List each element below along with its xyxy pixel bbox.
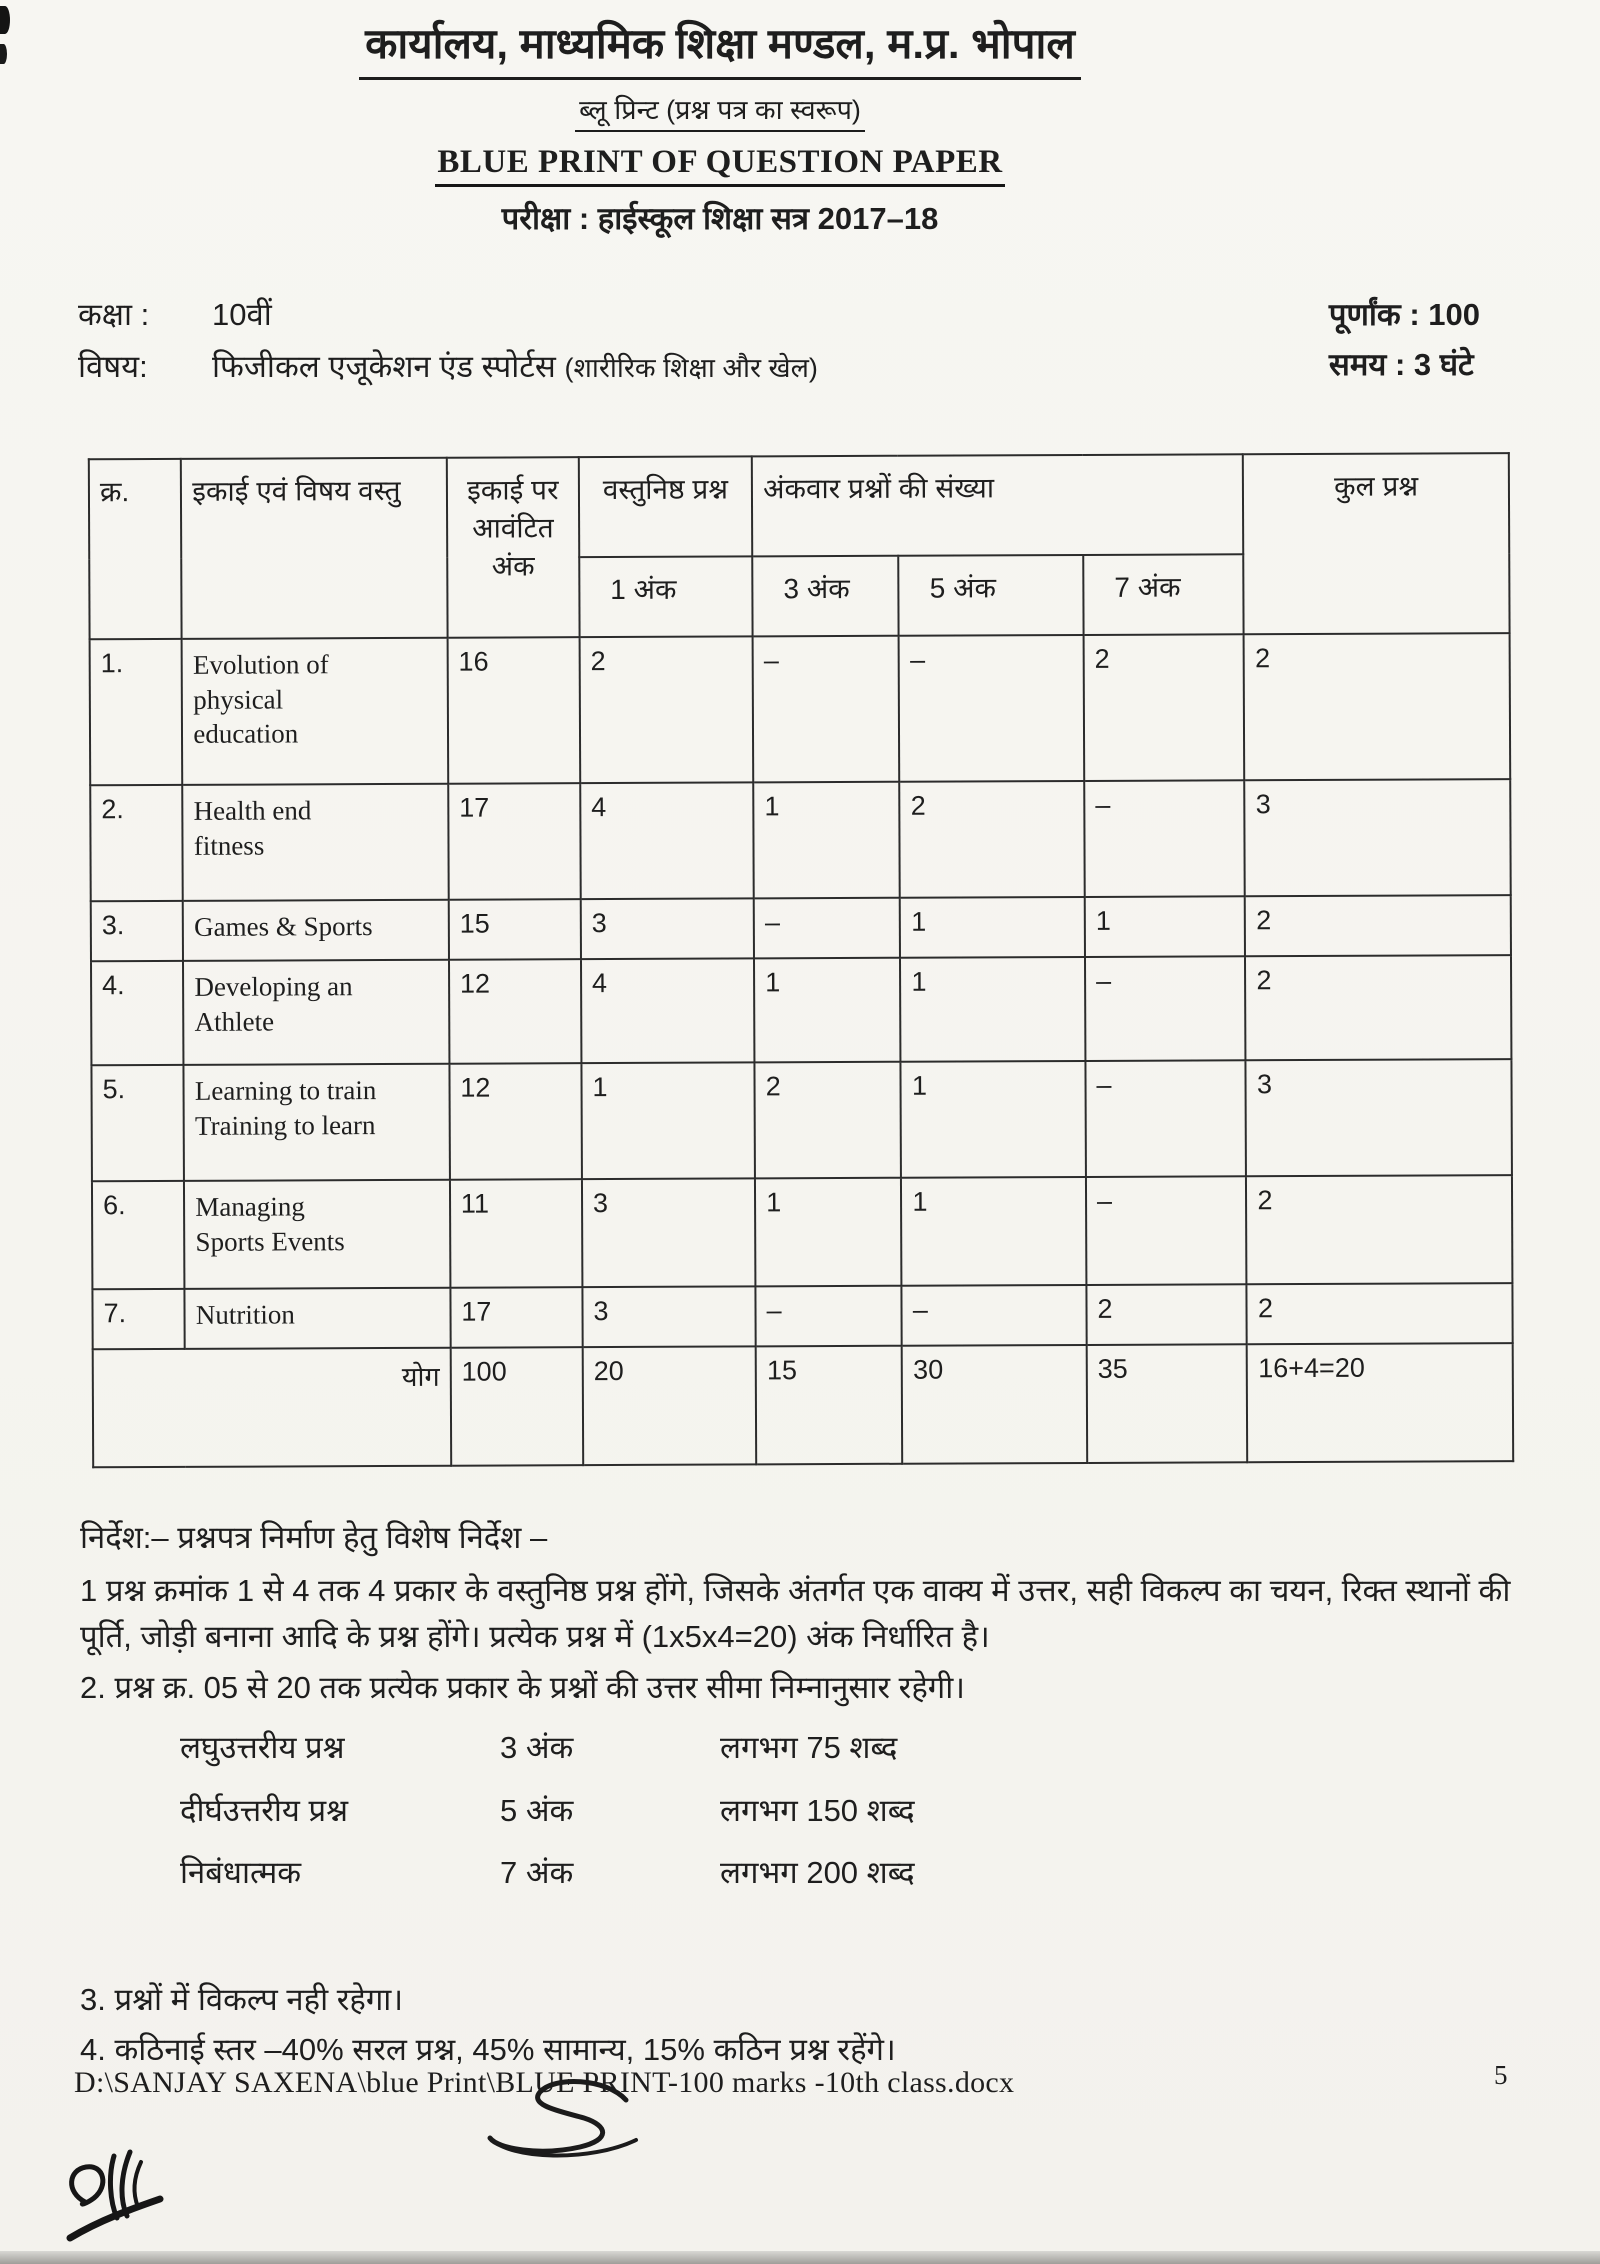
scan-edge-shadow (0, 2251, 1600, 2264)
total-label: योग (93, 1348, 451, 1468)
header-objective: वस्तुनिष्ठ प्रश्न (579, 456, 753, 557)
cell-total: 2 (1245, 955, 1511, 1060)
scan-artifact-mark (0, 44, 7, 64)
cell-5mark: 1 (900, 897, 1085, 958)
cell-7mark: 2 (1086, 1284, 1247, 1345)
cell-unit: Managing Sports Events (184, 1180, 450, 1289)
instructions-heading: निर्देश:– प्रश्नपत्र निर्माण हेतु विशेष निर्देश – (80, 1520, 548, 1555)
word-count: लगभग 75 शब्द (720, 1730, 898, 1765)
time-allowed: समय : 3 घंटे (1328, 347, 1474, 382)
cell-total: 2 (1246, 1175, 1512, 1284)
cell-total: 3 (1245, 779, 1511, 896)
header-unit-marks: इकाई पर आवंटित अंक (447, 457, 580, 638)
cell-7mark: – (1084, 780, 1245, 897)
word-limit-row (180, 1780, 1530, 1843)
total-questions: 16+4=20 (1247, 1343, 1513, 1462)
question-marks: 7 अंक (500, 1855, 574, 1890)
cell-serial: 5. (91, 1065, 184, 1181)
cell-unit-marks: 16 (447, 637, 580, 784)
table-row (92, 1283, 1512, 1349)
header-7-mark: 7 अंक (1083, 554, 1244, 635)
exam-session-line: परीक्षा : हाईस्कूल शिक्षा सत्र 2017–18 (501, 201, 939, 236)
question-marks: 5 अंक (500, 1792, 574, 1828)
cell-total: 2 (1244, 633, 1510, 780)
cell-total: 3 (1246, 1059, 1512, 1176)
header-total: कुल प्रश्न (1243, 453, 1509, 634)
page-number: 5 (1494, 2060, 1508, 2090)
subject-value: फिजीकल एजूकेशन एंड स्पोर्टस (शारीरिक शिक्षा और खेल) (212, 349, 818, 384)
subject-label: विषय: (78, 349, 148, 384)
max-marks: पूर्णांक : 100 (1328, 297, 1480, 332)
header-3-mark: 3 अंक (752, 556, 899, 637)
blueprint-table (88, 452, 1514, 1468)
cell-unit-marks: 12 (449, 959, 581, 1064)
cell-7mark: – (1085, 1060, 1246, 1177)
table-row (91, 895, 1511, 961)
cell-3mark: 1 (753, 782, 900, 899)
cell-5mark: – (902, 1285, 1087, 1346)
word-limits-list (180, 1717, 1530, 1905)
signature-icon (58, 2146, 173, 2251)
word-count: लगभग 200 शब्द (720, 1855, 915, 1890)
cell-serial: 7. (92, 1289, 185, 1349)
cell-3mark: 2 (755, 1062, 902, 1179)
footer-file-path: D:\SANJAY SAXENA\blue Print\BLUE PRINT-100 marks -10th class.docx (74, 2066, 1015, 2099)
cell-5mark: 1 (901, 1061, 1086, 1178)
header-unit: इकाई एवं विषय वस्तु (181, 458, 447, 639)
total-7mark: 35 (1087, 1344, 1248, 1463)
meta-info (0, 239, 1600, 397)
meta-right-block (1329, 293, 1480, 397)
cell-5mark: 1 (901, 1177, 1086, 1286)
word-limit-row (180, 1842, 1530, 1905)
page-title: BLUE PRINT OF QUESTION PAPER (435, 144, 1004, 187)
cell-5mark: 2 (900, 781, 1085, 898)
cell-unit: Games & Sports (183, 900, 449, 961)
cell-7mark: – (1086, 1176, 1247, 1285)
header-1-mark: 1 अंक (579, 556, 753, 637)
cell-unit-marks: 11 (450, 1179, 583, 1288)
cell-unit-marks: 17 (448, 783, 581, 900)
instruction-item-1: 1 प्रश्न क्रमांक 1 से 4 तक 4 प्रकार के वस्तुनिष्ठ प्रश्न होंगे, जिसके अंतर्गत एक वाक्य में उत्तर, सही विकल्प का चयन, रिक्त स्थानों की पूर्ति, जोड़ी बनाना आदि के प्रश्न होंगे। प्रत्येक प्रश्न में (1x5x4=20) अंक निर्धारित है। (80, 1572, 1511, 1654)
cell-serial: 3. (91, 901, 184, 961)
cell-unit: Learning to train Training to learn (184, 1064, 450, 1181)
cell-unit: Nutrition (185, 1288, 451, 1349)
cell-3mark: – (753, 636, 900, 783)
cell-serial: 1. (90, 639, 183, 785)
cell-1mark: 3 (582, 1286, 755, 1347)
table-row (91, 955, 1511, 1065)
cell-1mark: 1 (581, 1062, 755, 1179)
cell-1mark: 3 (582, 1178, 756, 1287)
organization-title: कार्यालय, माध्यमिक शिक्षा मण्डल, म.प्र. भोपाल (359, 14, 1081, 80)
cell-5mark: – (899, 635, 1084, 782)
cell-1mark: 3 (581, 898, 754, 959)
header-5-mark: 5 अंक (899, 555, 1084, 636)
cell-5mark: 1 (900, 957, 1085, 1062)
cell-total: 2 (1245, 895, 1511, 956)
scan-artifact-mark (0, 6, 10, 34)
signature-icon (468, 2078, 658, 2173)
cell-3mark: 1 (755, 1178, 902, 1287)
cell-unit: Health end fitness (183, 784, 449, 901)
word-count: लगभग 150 शब्द (720, 1792, 915, 1828)
table-row (90, 779, 1510, 901)
blueprint-table-wrap (88, 452, 1600, 1469)
cell-1mark: 4 (580, 782, 754, 899)
table-header-row-1 (89, 453, 1509, 559)
question-type: निबंधात्मक (180, 1855, 302, 1890)
cell-7mark: 1 (1085, 896, 1246, 957)
table-row (90, 633, 1511, 785)
cell-7mark: – (1085, 956, 1246, 1061)
cell-unit-marks: 17 (450, 1287, 582, 1348)
blueprint-subtitle-hindi: ब्लू प्रिन्ट (प्रश्न पत्र का स्वरूप) (575, 90, 865, 132)
header-markwise-count: अंकवार प्रश्नों की संख्या (752, 454, 1244, 556)
instruction-item-2: 2. प्रश्न क्र. 05 से 20 तक प्रत्येक प्रकार के प्रश्नों की उत्तर सीमा निम्नानुसार रहेगी। (80, 1669, 966, 1705)
question-type: दीर्घउत्तरीय प्रश्न (180, 1792, 349, 1828)
instruction-item-3: 3. प्रश्नों में विकल्प नही रहेगा। (80, 1981, 404, 2017)
cell-total: 2 (1247, 1283, 1513, 1344)
cell-serial: 6. (92, 1181, 185, 1289)
cell-unit: Developing an Athlete (183, 960, 449, 1065)
cell-3mark: – (756, 1286, 903, 1347)
word-limit-row (180, 1717, 1530, 1780)
subject-note: (शारीरिक शिक्षा और खेल) (564, 353, 818, 383)
question-marks: 3 अंक (500, 1730, 574, 1765)
cell-unit-marks: 15 (449, 899, 581, 960)
question-type: लघुउत्तरीय प्रश्न (180, 1730, 345, 1765)
cell-7mark: 2 (1084, 634, 1245, 781)
table-total-row (93, 1343, 1514, 1467)
cell-3mark: – (754, 898, 901, 959)
header-serial: क्र. (89, 459, 182, 639)
cell-serial: 4. (91, 961, 184, 1065)
meta-left-block (78, 293, 818, 397)
cell-1mark: 2 (579, 636, 753, 783)
instructions-section (80, 1515, 1530, 2074)
document-header (0, 0, 1440, 239)
cell-1mark: 4 (581, 958, 755, 1063)
total-5mark: 30 (902, 1345, 1087, 1464)
cell-serial: 2. (90, 785, 183, 901)
cell-unit-marks: 12 (449, 1063, 582, 1180)
class-value: 10वीं (212, 297, 272, 332)
total-unit-marks: 100 (451, 1347, 584, 1466)
instruction-item-4: 4. कठिनाई स्तर –40% सरल प्रश्न, 45% सामान्य, 15% कठिन प्रश्न रहेंगे। (80, 2032, 896, 2067)
table-row (92, 1175, 1512, 1289)
table-row (91, 1059, 1511, 1181)
total-3mark: 15 (756, 1346, 903, 1465)
cell-unit: Evolution of physical education (182, 638, 448, 785)
total-1mark: 20 (583, 1346, 757, 1465)
class-label: कक्षा : (78, 297, 150, 332)
cell-3mark: 1 (754, 958, 901, 1063)
